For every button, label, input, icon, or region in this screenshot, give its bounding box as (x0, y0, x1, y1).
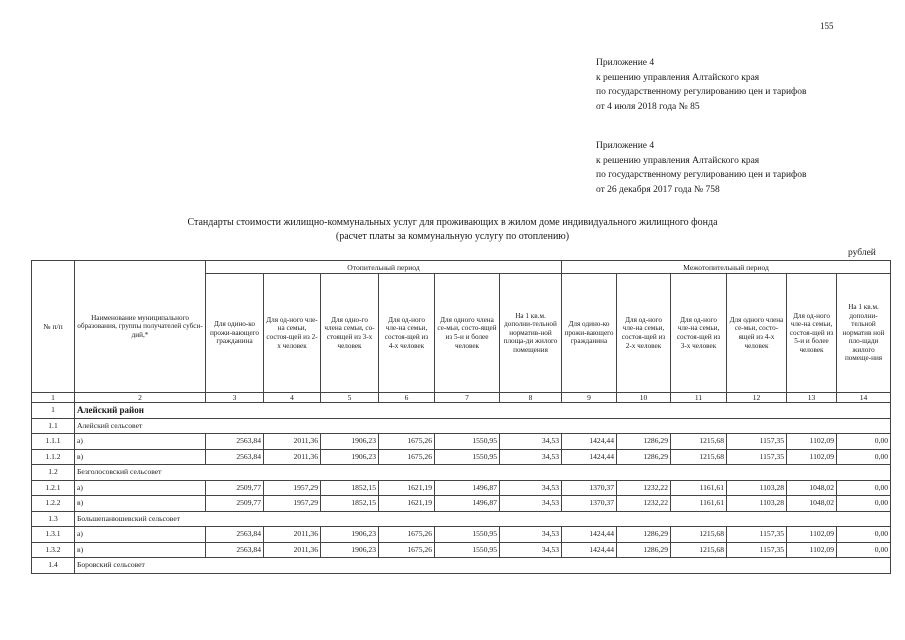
table-cell: 1621,19 (379, 496, 435, 512)
row-name: а) (75, 527, 206, 543)
row-number: 1.4 (32, 558, 75, 574)
table-cell: 1852,15 (321, 480, 379, 496)
table-cell: 1621,19 (379, 480, 435, 496)
currency-label: рублей (848, 248, 876, 258)
section-row (32, 418, 891, 434)
table-cell: 0,00 (837, 527, 891, 543)
header-interheating-col: Для одино-ко прожи-вающего гражданина (562, 274, 617, 393)
row-name: Безголосовский сельсовет (75, 465, 891, 481)
column-number-row (32, 393, 891, 403)
header-heating-col: Для од-ного чле-на семьи, состоя-щей из 2-х человек (264, 274, 321, 393)
column-number: 12 (727, 393, 787, 403)
appendix-line: Приложение 4 (596, 58, 655, 68)
table-cell: 1550,95 (435, 542, 500, 558)
appendix-current (596, 56, 806, 114)
section-row (32, 558, 891, 574)
appendix-line: от 26 декабря 2017 года № 758 (596, 184, 720, 195)
table-cell: 0,00 (837, 449, 891, 465)
row-name: Боровский сельсовет (75, 558, 891, 574)
appendix-line: к решению управления Алтайского края (596, 155, 760, 166)
row-name: в) (75, 496, 206, 512)
table-cell: 1496,87 (435, 496, 500, 512)
column-number: 14 (837, 393, 891, 403)
row-number: 1.3 (32, 511, 75, 527)
section-row (32, 511, 891, 527)
table-cell: 34,53 (500, 527, 562, 543)
row-name: а) (75, 480, 206, 496)
table-cell: 2563,84 (206, 434, 264, 450)
row-number: 1.3.2 (32, 542, 75, 558)
district-row (32, 403, 891, 419)
table-cell: 1102,09 (787, 542, 837, 558)
table-cell: 2011,36 (264, 434, 321, 450)
row-name: Алейский район (75, 403, 891, 419)
table-cell: 34,53 (500, 496, 562, 512)
header-interheating-col: Для одного члена се-мьи, состо-ящей из 4-х человек (727, 274, 787, 393)
table-cell: 1102,09 (787, 449, 837, 465)
column-number: 1 (32, 393, 75, 403)
header-no: № п/п (32, 261, 75, 393)
table-cell: 0,00 (837, 434, 891, 450)
row-name: в) (75, 542, 206, 558)
table-cell: 34,53 (500, 480, 562, 496)
table-cell: 1550,95 (435, 527, 500, 543)
column-number: 9 (562, 393, 617, 403)
table-cell: 2563,84 (206, 527, 264, 543)
table-cell: 2563,84 (206, 449, 264, 465)
row-number: 1.1 (32, 418, 75, 434)
header-interheating-col: На 1 кв.м. дополни-тельной норматив ной пло-щади жилого помеще-ния (837, 274, 891, 393)
table-row (32, 542, 891, 558)
table-cell: 34,53 (500, 542, 562, 558)
appendix-line: Приложение 4 (596, 141, 655, 151)
standards-table (31, 260, 891, 574)
column-number: 3 (206, 393, 264, 403)
table-cell: 1048,02 (787, 496, 837, 512)
table-cell: 1370,37 (562, 496, 617, 512)
header-interheating-col: Для од-ного чле-на семьи, состоя-щей из 3-х человек (671, 274, 727, 393)
table-cell: 1675,26 (379, 449, 435, 465)
table-cell: 1496,87 (435, 480, 500, 496)
row-number: 1.3.1 (32, 527, 75, 543)
table-row (32, 480, 891, 496)
table-cell: 1675,26 (379, 527, 435, 543)
table-cell: 1102,09 (787, 434, 837, 450)
table-cell: 1215,68 (671, 449, 727, 465)
table-row (32, 527, 891, 543)
table-cell: 1424,44 (562, 449, 617, 465)
table-cell: 1286,29 (617, 542, 671, 558)
header-heating-col: Для одино-ко прожи-вающего гражданина (206, 274, 264, 393)
title-line-1: Стандарты стоимости жилищно-коммунальных услуг для проживающих в жилом доме индивидуального жилищного фонда (187, 217, 718, 228)
appendix-line: по государственному регулированию цен и тарифов (596, 87, 807, 97)
title-line-2: (расчет платы за коммунальную услугу по отоплению) (335, 231, 570, 242)
table-cell: 1215,68 (671, 527, 727, 543)
header-heating-col: Для од-ного чле-на семьи, состоя-щей из 4-х человек (379, 274, 435, 393)
table-cell: 0,00 (837, 496, 891, 512)
header-interheating-col: Для од-ного чле-на семьи, состоя-щей из 5-и и более человек (787, 274, 837, 393)
table-cell: 2509,77 (206, 496, 264, 512)
appendix-line: по государственному регулированию цен и тарифов (596, 170, 807, 180)
table-cell: 1103,28 (727, 480, 787, 496)
row-number: 1.2.2 (32, 496, 75, 512)
table-cell: 2563,84 (206, 542, 264, 558)
table-cell: 1370,37 (562, 480, 617, 496)
table-cell: 1957,29 (264, 480, 321, 496)
table-cell: 1852,15 (321, 496, 379, 512)
column-number: 10 (617, 393, 671, 403)
table-cell: 1286,29 (617, 434, 671, 450)
table-cell: 1906,23 (321, 542, 379, 558)
column-number: 11 (671, 393, 727, 403)
table-cell: 1675,26 (379, 542, 435, 558)
table-cell: 1215,68 (671, 434, 727, 450)
table-cell: 2011,36 (264, 542, 321, 558)
row-name: Алейский сельсовет (75, 418, 891, 434)
table-cell: 0,00 (837, 480, 891, 496)
table-cell: 2509,77 (206, 480, 264, 496)
row-name: в) (75, 449, 206, 465)
table-cell: 1906,23 (321, 434, 379, 450)
column-number: 2 (75, 393, 206, 403)
table-cell: 1103,28 (727, 496, 787, 512)
column-number: 7 (435, 393, 500, 403)
column-number: 8 (500, 393, 562, 403)
table-cell: 34,53 (500, 449, 562, 465)
header-interheating-period: Межотопительный период (562, 261, 891, 274)
table-cell: 1157,35 (727, 434, 787, 450)
table-cell: 1906,23 (321, 449, 379, 465)
header-heating-col: На 1 кв.м. дополни-тельной норматив-ной площа-ди жилого помещения (500, 274, 562, 393)
appendix-line: от 4 июля 2018 года № 85 (596, 101, 700, 112)
table-cell: 1161,61 (671, 480, 727, 496)
header-heating-period: Отопительный период (206, 261, 562, 274)
table-row (32, 449, 891, 465)
page-number: 155 (820, 21, 834, 31)
table-cell: 1232,22 (617, 496, 671, 512)
appendix-line: к решению управления Алтайского края (596, 72, 760, 83)
column-number: 13 (787, 393, 837, 403)
table-cell: 1157,35 (727, 527, 787, 543)
table-cell: 1550,95 (435, 434, 500, 450)
header-heating-col: Для одного члена се-мьи, состо-ящей из 5-и и более человек (435, 274, 500, 393)
column-number: 6 (379, 393, 435, 403)
table-cell: 1906,23 (321, 527, 379, 543)
table-cell: 1550,95 (435, 449, 500, 465)
row-number: 1.2.1 (32, 480, 75, 496)
header-heating-col: Для одно-го члена семьи, со-стоящей из 3-х человек (321, 274, 379, 393)
column-number: 4 (264, 393, 321, 403)
table-cell: 1232,22 (617, 480, 671, 496)
row-number: 1.1.1 (32, 434, 75, 450)
table-cell: 1424,44 (562, 542, 617, 558)
table-cell: 1286,29 (617, 527, 671, 543)
row-number: 1.1.2 (32, 449, 75, 465)
section-row (32, 465, 891, 481)
header-name: Наименование муниципального образования, группы получателей субси-дий,* (75, 261, 206, 393)
column-number: 5 (321, 393, 379, 403)
appendix-previous (596, 139, 806, 197)
table-cell: 1675,26 (379, 434, 435, 450)
table-row (32, 434, 891, 450)
row-number: 1.2 (32, 465, 75, 481)
row-name: а) (75, 434, 206, 450)
header-interheating-col: Для од-ного чле-на семьи, состоя-щей из 2-х человек (617, 274, 671, 393)
table-cell: 1048,02 (787, 480, 837, 496)
table-cell: 1157,35 (727, 542, 787, 558)
table-cell: 1424,44 (562, 527, 617, 543)
table-cell: 1102,09 (787, 527, 837, 543)
table-cell: 1215,68 (671, 542, 727, 558)
table-cell: 2011,36 (264, 449, 321, 465)
table-cell: 2011,36 (264, 527, 321, 543)
row-number: 1 (32, 403, 75, 419)
table-cell: 1957,29 (264, 496, 321, 512)
table-cell: 34,53 (500, 434, 562, 450)
table-cell: 1286,29 (617, 449, 671, 465)
table-cell: 1424,44 (562, 434, 617, 450)
table-cell: 0,00 (837, 542, 891, 558)
table-cell: 1161,61 (671, 496, 727, 512)
table-cell: 1157,35 (727, 449, 787, 465)
row-name: Большепанюшевский сельсовет (75, 511, 891, 527)
table-row (32, 496, 891, 512)
document-title (0, 216, 905, 244)
